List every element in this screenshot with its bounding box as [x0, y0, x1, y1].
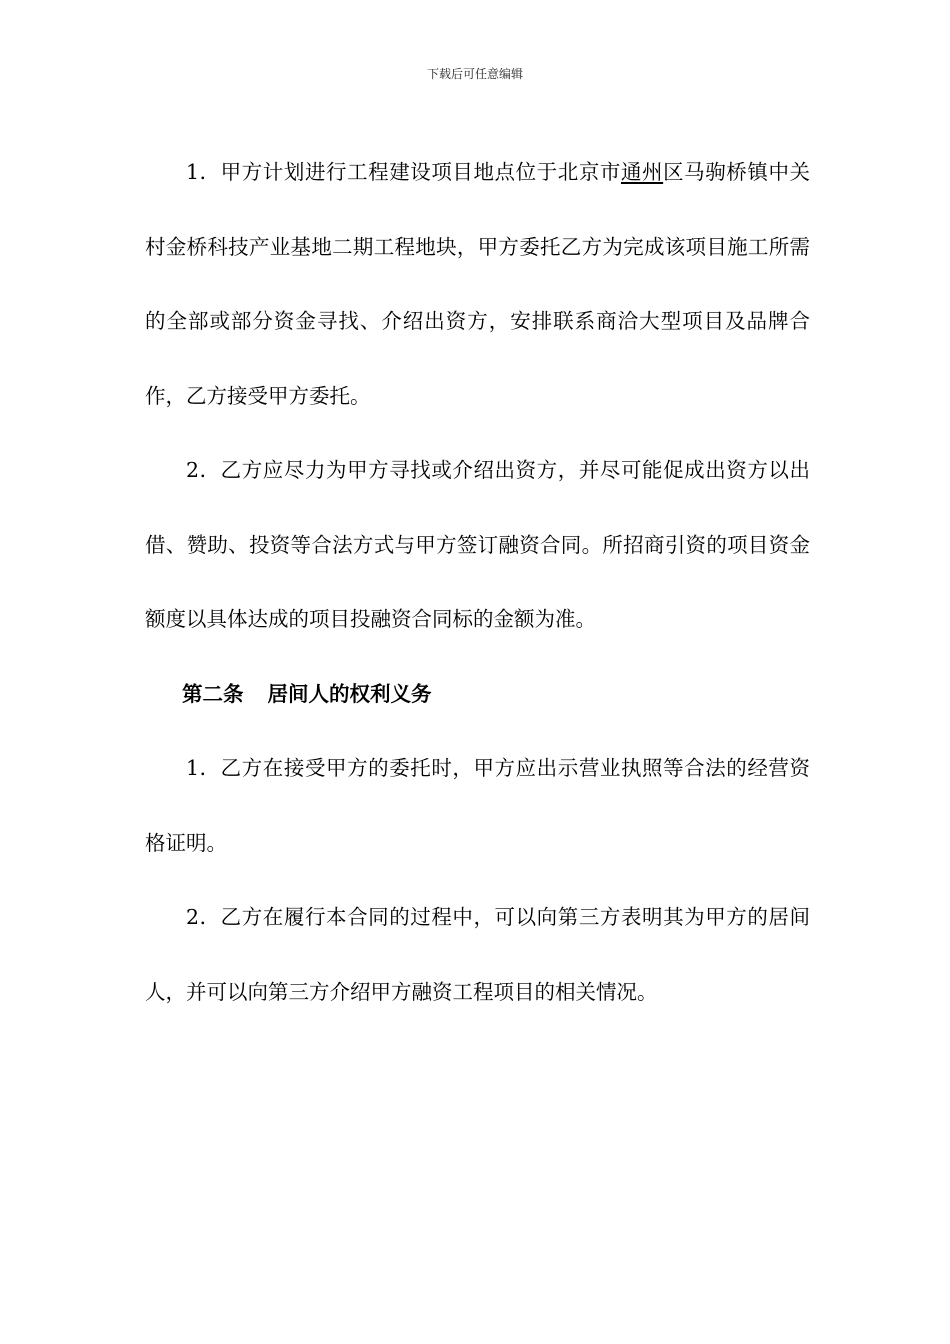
- section-number: 第二条: [182, 681, 244, 706]
- paragraph-1-rest: 区马驹桥镇中关村金桥科技产业基地二期工程地块，甲方委托乙方为完成该项目施工所需的全部或部分资金寻找、介绍出资方，安排联系商洽大型项目及品牌合作，乙方接受甲方委托。: [145, 160, 811, 408]
- paragraph-2: 2．乙方应尽力为甲方寻找或介绍出资方，并尽可能促成出资方以出借、赞助、投资等合法方式与甲方签订融资合同。所招商引资的项目资金额度以具体达成的项目投融资合同标的金额为准。: [145, 458, 810, 631]
- page-header: 下载后可任意编辑: [426, 67, 523, 81]
- paragraph-1: [145, 135, 810, 433]
- paragraph-3: 1．乙方在接受甲方的委托时，甲方应出示营业执照等合法的经营资格证明。: [145, 756, 810, 855]
- paragraph-4: 2．乙方在履行本合同的过程中，可以向第三方表明其为甲方的居间人，并可以向第三方介绍甲方融资工程项目的相关情况。: [145, 905, 810, 1004]
- underlined-place-name: 通州: [620, 160, 664, 184]
- document-body: [145, 135, 810, 1029]
- section-heading: [145, 657, 810, 732]
- paragraph-1-start: 1．甲方计划进行工程建设项目地点位于北京市: [186, 160, 621, 184]
- section-title: 居间人的权利义务: [267, 681, 432, 706]
